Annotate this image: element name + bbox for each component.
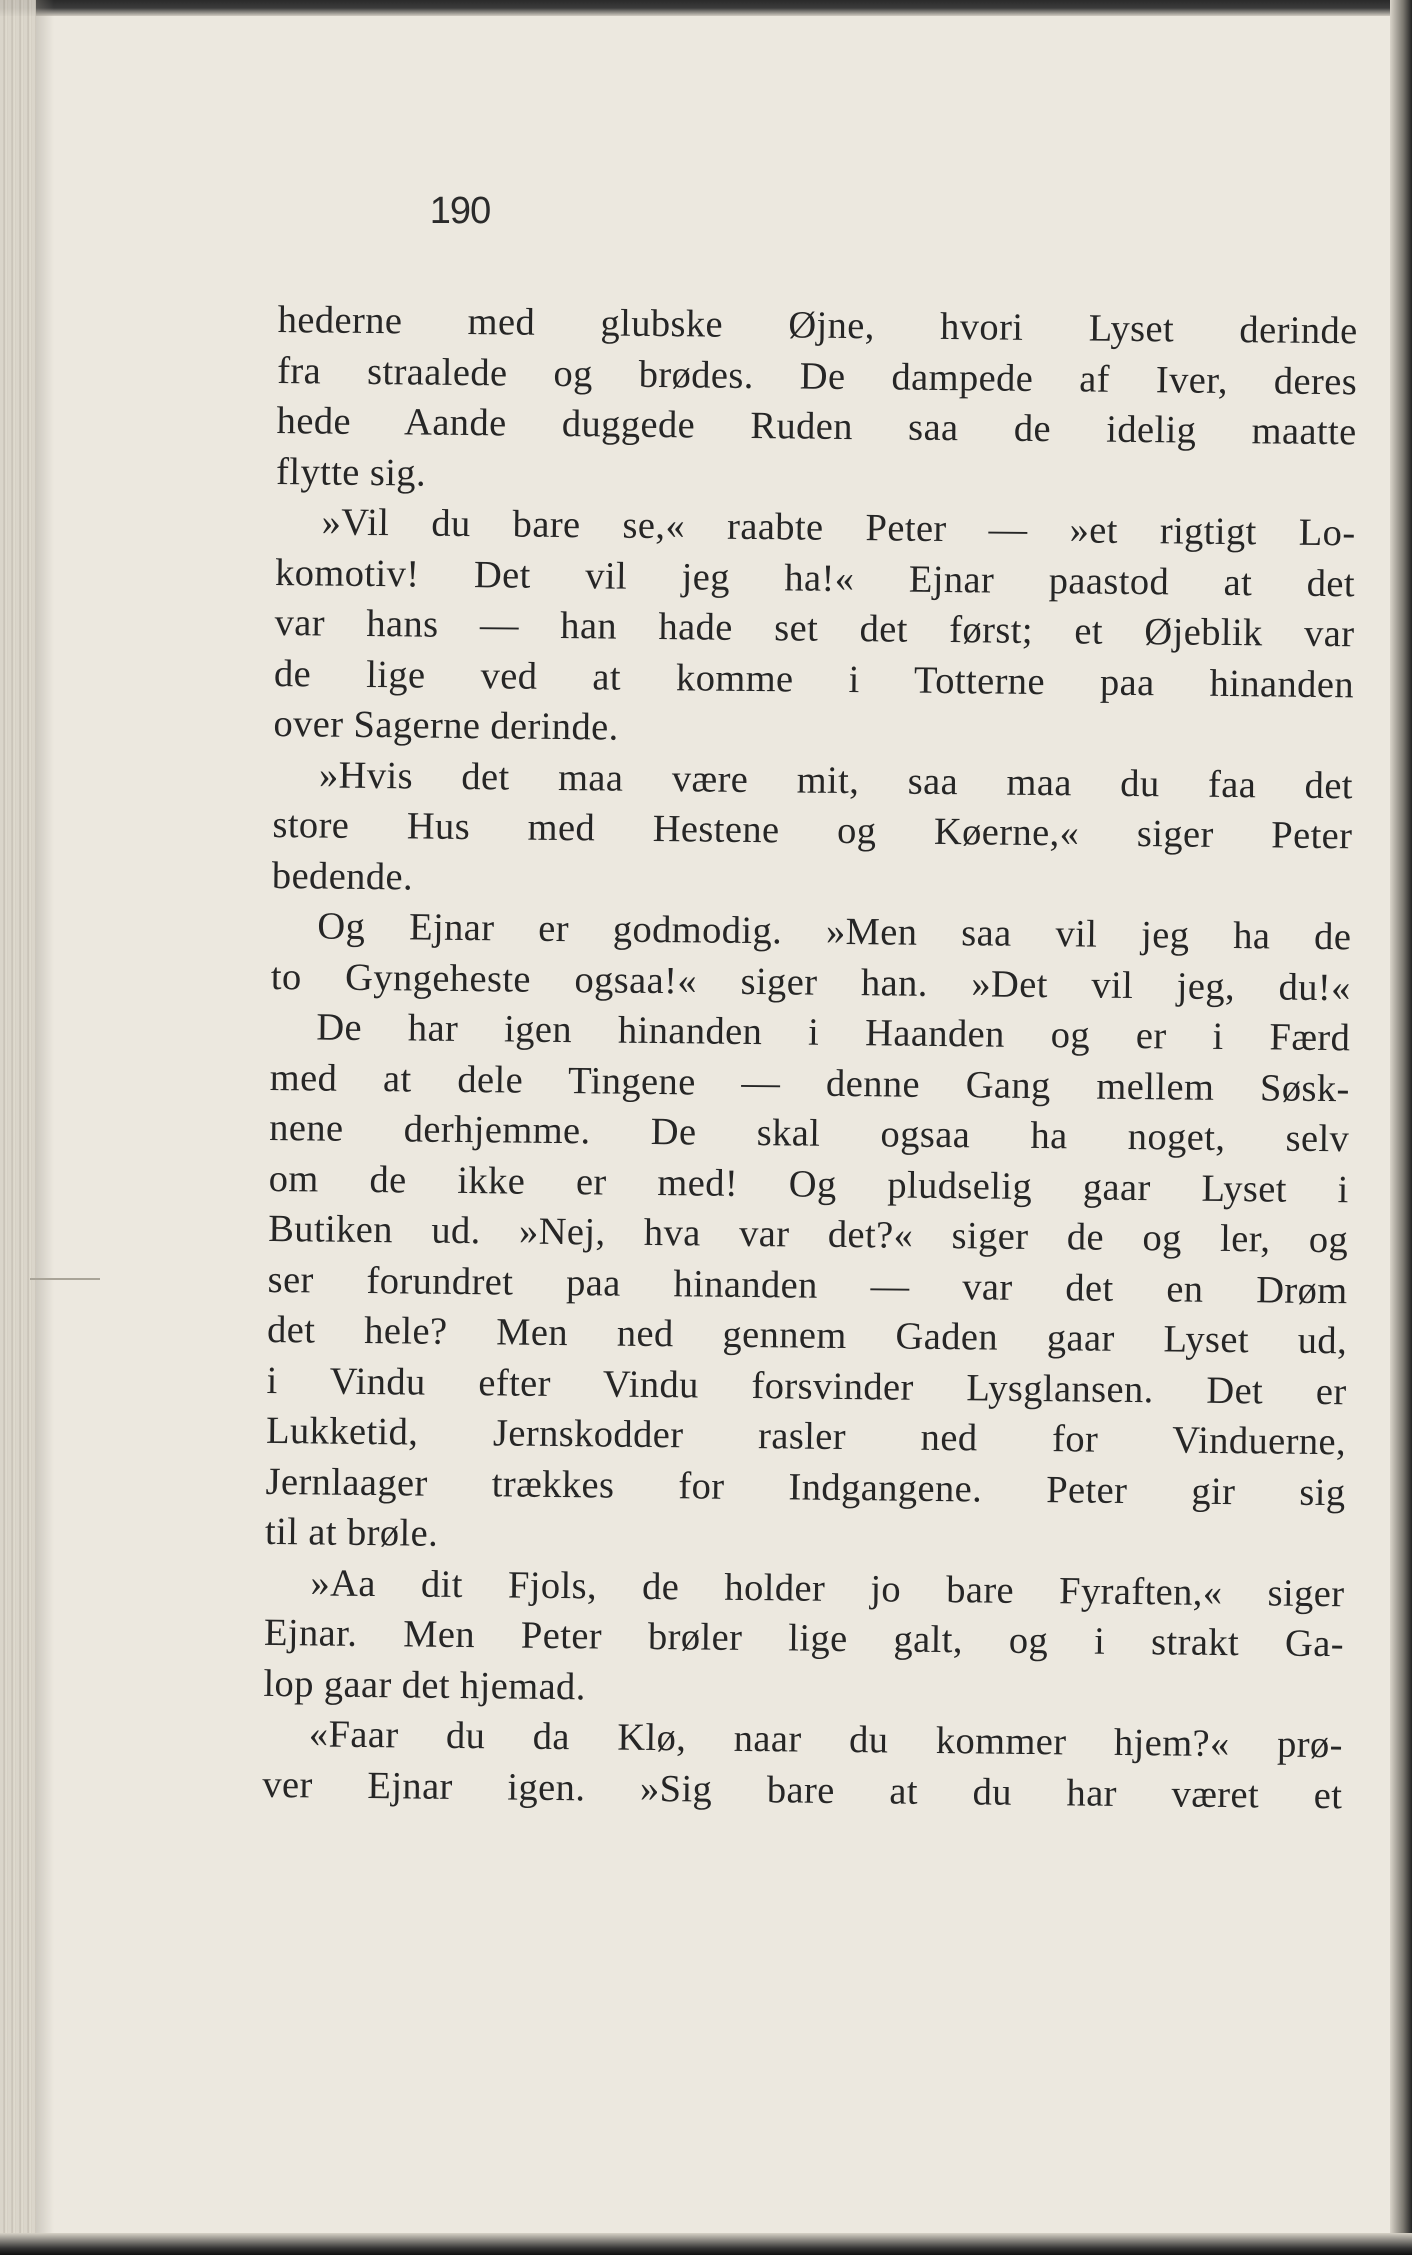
text-line: fra straalede og brødes. De dampede af Iver, deres: [276, 349, 1358, 403]
text-line: om de ikke er med! Og pludselig gaar Lyset i: [268, 1157, 1349, 1211]
text-line: Butiken ud. »Nej, hva var det?« siger de og ler, og: [267, 1207, 1349, 1262]
text-line: det hele? Men ned gennem Gaden gaar Lyset ud,: [266, 1308, 1348, 1363]
text-line: til at brøle.: [264, 1510, 439, 1555]
text-line: Ejnar. Men Peter brøler lige galt, og i strakt Ga-: [263, 1611, 1345, 1666]
binding-shadow: [36, 0, 54, 2255]
page-number: 190: [429, 190, 491, 232]
text-line: nene derhjemme. De skal ogsaa ha noget, selv: [269, 1106, 1350, 1161]
body-text: [262, 295, 1358, 1821]
text-line: store Hus med Hestene og Køerne,« siger Peter: [272, 803, 1353, 858]
text-line: de lige ved at komme i Totterne paa hinanden: [273, 652, 1355, 706]
text-line: var hans — han hade set det først; et Øjeblik var: [274, 601, 1355, 656]
text-line: flytte sig.: [275, 450, 427, 495]
text-line: Jernlaager trækkes for Indgangene. Peter gir sig: [265, 1460, 1346, 1514]
text-line: »Vil du bare se,« raabte Peter — »et rigtigt Lo-: [321, 501, 1356, 555]
text-line: »Hvis det maa være mit, saa maa du faa det: [318, 753, 1354, 807]
bottom-page-edge: [0, 2233, 1412, 2255]
text-line: over Sagerne derinde.: [273, 702, 619, 749]
text-line: Og Ejnar er godmodig. »Men saa vil jeg ha de: [317, 905, 1352, 959]
text-line: lop gaar det hjemad.: [263, 1662, 586, 1708]
text-line: bedende.: [271, 854, 414, 898]
top-page-edge: [0, 0, 1412, 16]
text-line: Lukketid, Jernskodder rasler ned for Vinduerne,: [265, 1409, 1347, 1464]
right-page-edge: [1390, 0, 1412, 2255]
text-line: «Faar du da Klø, naar du kommer hjem?« prø-: [308, 1713, 1344, 1767]
text-line: hederne med glubske Øjne, hvori Lyset derinde: [277, 298, 1358, 353]
text-line: med at dele Tingene — denne Gang mellem Søsk-: [269, 1056, 1350, 1110]
text-line: to Gyngeheste ogsaa!« siger han. »Det vil jeg, du!«: [270, 955, 1352, 1009]
text-line: De har igen hinanden i Haanden og er i Færd: [316, 1006, 1351, 1060]
page-content: [60, 20, 1380, 2220]
book-binding: [0, 0, 36, 2255]
text-line: ser forundret paa hinanden — var det en Drøm: [267, 1258, 1348, 1312]
text-line: i Vindu efter Vindu forsvinder Lysglansen. Det er: [266, 1359, 1347, 1413]
text-line: »Aa dit Fjols, de holder jo bare Fyraften,« siger: [310, 1561, 1345, 1615]
text-line: hede Aande duggede Ruden saa de idelig maatte: [276, 399, 1357, 454]
text-line: ver Ejnar igen. »Sig bare at du har været et: [262, 1763, 1343, 1817]
text-line: komotiv! Det vil jeg ha!« Ejnar paastod at det: [274, 551, 1356, 605]
